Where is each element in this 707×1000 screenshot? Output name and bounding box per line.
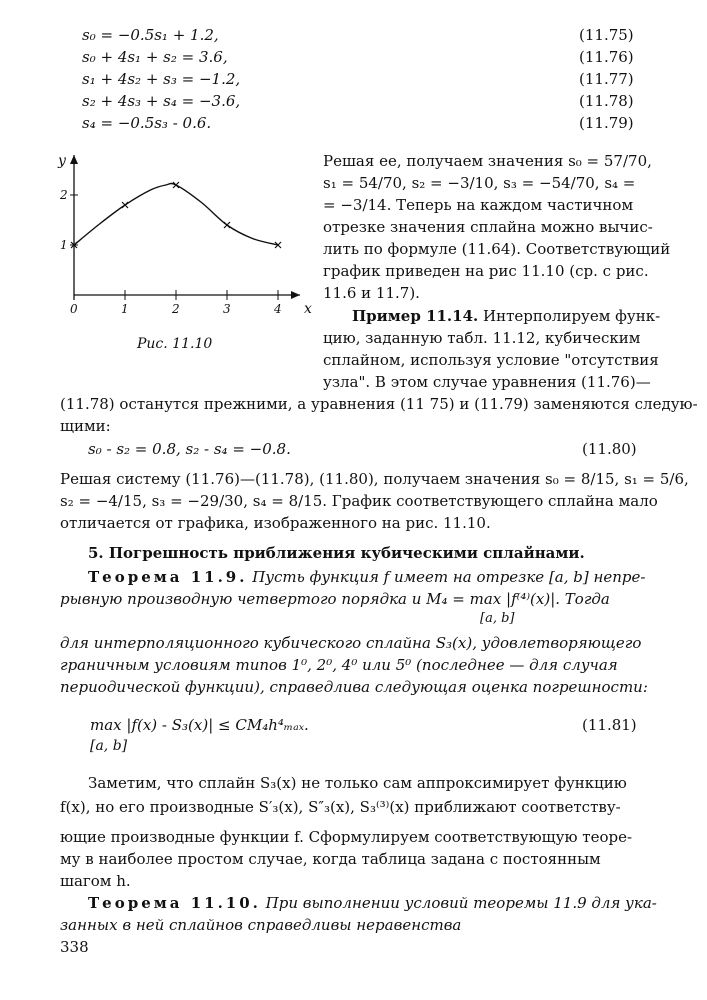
equation: s₁ + 4s₂ + s₃ = −1.2, [82,70,241,88]
equation: s₂ + 4s₃ + s₄ = −3.6, [82,92,241,110]
equation-number: (11.75) [579,26,634,44]
theorem-label: Теорема 11.9. [88,568,248,586]
x-tick-label: 4 [274,302,282,316]
equation: s₀ + 4s₁ + s₂ = 3.6, [82,48,228,66]
equation: s₀ = −0.5s₁ + 1.2, [82,26,219,44]
equation-number: (11.81) [582,716,637,734]
text-line: сплайном, используя условие "отсутствия [323,351,659,369]
text-line: узла". В этом случае уравнения (11.76)— [323,373,651,391]
section-title: 5. Погрешность приближения кубическими сплайнами. [88,544,585,562]
text-line: му в наиболее простом случае, когда таблица задана с постоянным [60,850,601,868]
theorem-line: занных в ней сплайнов справедливы неравенства [60,916,462,934]
text-line: Решая систему (11.76)—(11.78), (11.80), получаем значения s₀ = 8/15, s₁ = 5/6, [60,470,689,488]
equation: max |f(x) - S₃(x)| ≤ CM₄h⁴ₘₐₓ. [90,716,309,734]
theorem-line: периодической функции), справедлива следующая оценка погрешности: [60,678,648,696]
x-axis-arrow [291,291,300,299]
text-line: лить по формуле (11.64). Соответствующий [323,240,671,258]
text-line: 11.6 и 11.7). [323,284,420,302]
x-axis-label: x [304,301,312,317]
y-tick-label: 2 [60,188,68,202]
x-tick-label: 3 [223,302,231,316]
text-line: Заметим, что сплайн S₃(x) не только сам аппроксимирует функцию [88,774,627,792]
theorem-text: Пусть функция f имеет на отрезке [a, b] непре- [247,568,646,586]
spline-curve [74,183,278,245]
example-label: Пример 11.14. [352,307,479,325]
text-line: щими: [60,417,111,435]
max-subscript: [a, b] [90,738,128,754]
y-axis-arrow [70,155,78,164]
y-tick-label: 1 [60,238,68,252]
data-point-marker [173,182,179,188]
text-line: график приведен на рис 11.10 (ср. с рис. [323,262,649,280]
text-line: шагом h. [60,872,131,890]
x-tick-label: 0 [70,302,78,316]
theorem-line [88,566,645,588]
equation-number: (11.77) [579,70,634,88]
theorem-line: граничным условиям типов 1⁰, 2⁰, 4⁰ или 5⁰ (последнее — для случая [60,656,618,674]
equation-number: (11.79) [579,114,634,132]
theorem-line [88,892,657,914]
theorem-line: для интерполяционного кубического сплайна S₃(x), удовлетворяющего [60,634,642,652]
text-line: отрезке значения сплайна можно вычис- [323,218,653,236]
text-line: ющие производные функции f. Сформулируем соответствующую теоре- [60,828,633,846]
figure-11-10 [50,145,320,325]
theorem-text: При выполнении условий теоремы 11.9 для ука- [260,894,657,912]
equation: s₀ - s₂ = 0.8, s₂ - s₄ = −0.8. [88,440,291,458]
equation-number: (11.80) [582,440,637,458]
text-line: f(x), но его производные S′₃(x), S″₃(x), S₃⁽³⁾(x) приближают соответству- [60,798,621,816]
text-line: Решая ее, получаем значения s₀ = 57/70, [323,152,652,170]
equation-number: (11.76) [579,48,634,66]
data-point-marker [122,202,128,208]
theorem-line: рывную производную четвертого порядка и M₄ = max |f⁽⁴⁾(x)|. Тогда [60,590,610,608]
page-number: 338 [60,938,89,956]
max-subscript: [a, b] [480,611,515,626]
y-axis-label: y [58,153,66,169]
example-text: Интерполируем функ- [478,307,661,325]
figure-caption: Рис. 11.10 [137,336,213,352]
data-point-marker [224,222,230,228]
text-line: s₂ = −4/15, s₃ = −29/30, s₄ = 8/15. График соответствующего сплайна мало [60,492,658,510]
x-tick-label: 1 [121,302,129,316]
x-tick-label: 2 [172,302,180,316]
text-line: (11.78) останутся прежними, а уравнения (11 75) и (11.79) заменяются следую- [60,395,698,413]
example-heading [352,305,660,327]
equation-number: (11.78) [579,92,634,110]
text-line: цию, заданную табл. 11.12, кубическим [323,329,641,347]
text-line: отличается от графика, изображенного на рис. 11.10. [60,514,491,532]
text-line: = −3/14. Теперь на каждом частичном [323,196,634,214]
text-line: s₁ = 54/70, s₂ = −3/10, s₃ = −54/70, s₄ = [323,174,636,192]
equation: s₄ = −0.5s₃ - 0.6. [82,114,212,132]
theorem-label: Теорема 11.10. [88,894,261,912]
